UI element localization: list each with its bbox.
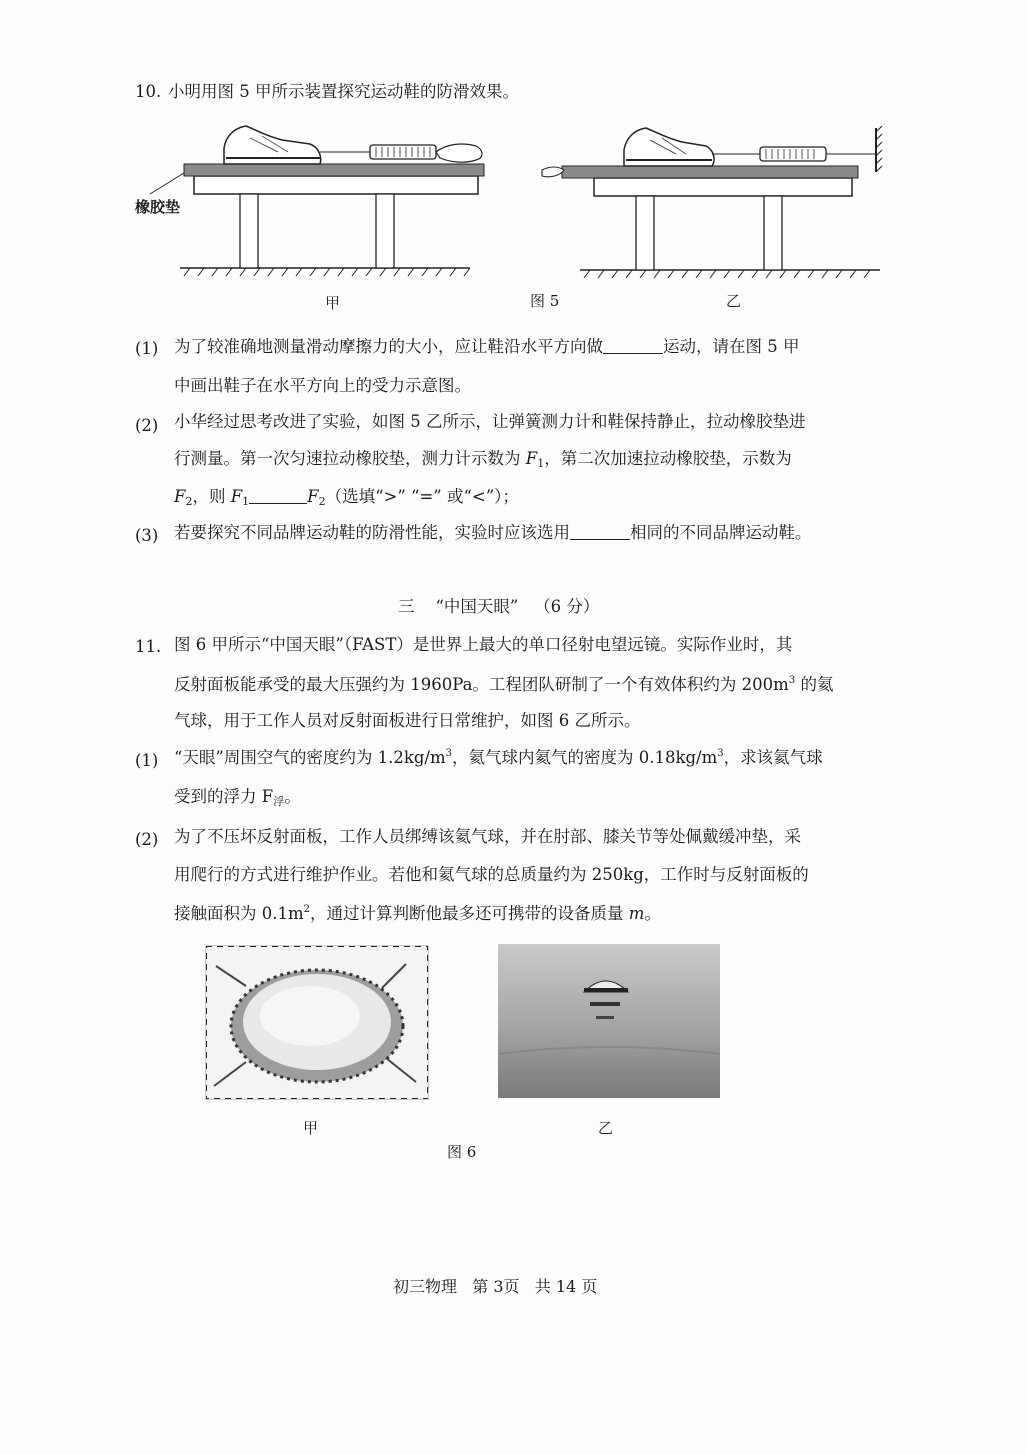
page-footer: 初三物理 第 3页 共 14 页 <box>393 1277 598 1296</box>
q10-part1-line1: 为了较准确地测量滑动摩擦力的大小，应让鞋沿水平方向做 运动，请在图 5 甲 <box>174 337 800 356</box>
q11-part2-line1: 为了不压坏反射面板，工作人员绑缚该氦气球，并在肘部、膝关节等处佩戴缓冲垫，采 <box>174 827 801 846</box>
q10-part3-number: (3) <box>135 526 159 545</box>
q11-line1: 图 6 甲所示“中国天眼”（FAST）是世界上最大的单口径射电望远镜。实际作业时，其 <box>174 635 793 654</box>
q11-part1-number: (1) <box>135 751 159 770</box>
q10-intro: 小明用图 5 甲所示装置探究运动鞋的防滑效果。 <box>168 82 519 101</box>
figure5-caption-left: 甲 <box>325 294 341 312</box>
figure6-caption-right: 乙 <box>598 1119 614 1137</box>
section-heading: 三 “中国天眼” （6 分） <box>398 597 600 616</box>
q11-number: 11. <box>135 637 162 656</box>
q10-part2-number: (2) <box>135 416 159 435</box>
q11-part1-line2: 受到的浮力 $F_浮$。 <box>174 787 301 808</box>
figure5-caption: 图 5 <box>530 292 560 310</box>
answer-blank-condition[interactable] <box>570 525 630 540</box>
answer-blank-motion[interactable] <box>603 339 663 354</box>
figure5-right <box>540 122 890 282</box>
figure6-balloon-photo <box>498 944 720 1098</box>
figure5-caption-right: 乙 <box>726 292 742 310</box>
q10-part2-line1: 小华经过思考改进了实验，如图 5 乙所示，让弹簧测力计和鞋保持静止，拉动橡胶垫进 <box>174 412 806 431</box>
rubber-pad-label: 橡胶垫 <box>135 198 181 216</box>
q10-number: 10. <box>135 82 162 101</box>
q11-part1-line1: “天眼”周围空气的密度约为 $1.2kg/m^3$，氦气球内氦气的密度为 $0.18kg/m^3$，求该氦气球 <box>174 748 823 767</box>
q11-line3: 气球，用于工作人员对反射面板进行日常维护，如图 6 乙所示。 <box>174 711 641 730</box>
figure6-fast-photo <box>205 945 429 1100</box>
q11-line2: 反射面板能承受的最大压强约为 1960Pa。工程团队研制了一个有效体积约为 $200m^3$ 的氦 <box>174 675 834 694</box>
q10-part1-line2: 中画出鞋子在水平方向上的受力示意图。 <box>174 376 471 395</box>
q10-part2-line3: $F_2$，则 $F_1$ $F_2$（选填“>” “=” 或“<”）； <box>174 487 519 508</box>
q10-part3-line: 若要探究不同品牌运动鞋的防滑性能，实验时应该选用 相同的不同品牌运动鞋。 <box>174 523 812 542</box>
figure6-caption: 图 6 <box>447 1143 477 1161</box>
q10-part2-line2: 行测量。第一次匀速拉动橡胶垫，测力计示数为 $F_1$，第二次加速拉动橡胶垫，示数为 <box>174 449 792 470</box>
figure5-left <box>170 118 500 278</box>
q11-part2-number: (2) <box>135 830 159 849</box>
q10-part1-number: (1) <box>135 339 159 358</box>
answer-blank-compare[interactable] <box>249 489 307 504</box>
figure6-caption-left: 甲 <box>303 1119 319 1137</box>
q11-part2-line3: 接触面积为 $0.1m^2$，通过计算判断他最多还可携带的设备质量 m。 <box>174 904 661 923</box>
q11-part2-line2: 用爬行的方式进行维护作业。若他和氦气球的总质量约为 250kg，工作时与反射面板的 <box>174 865 809 884</box>
